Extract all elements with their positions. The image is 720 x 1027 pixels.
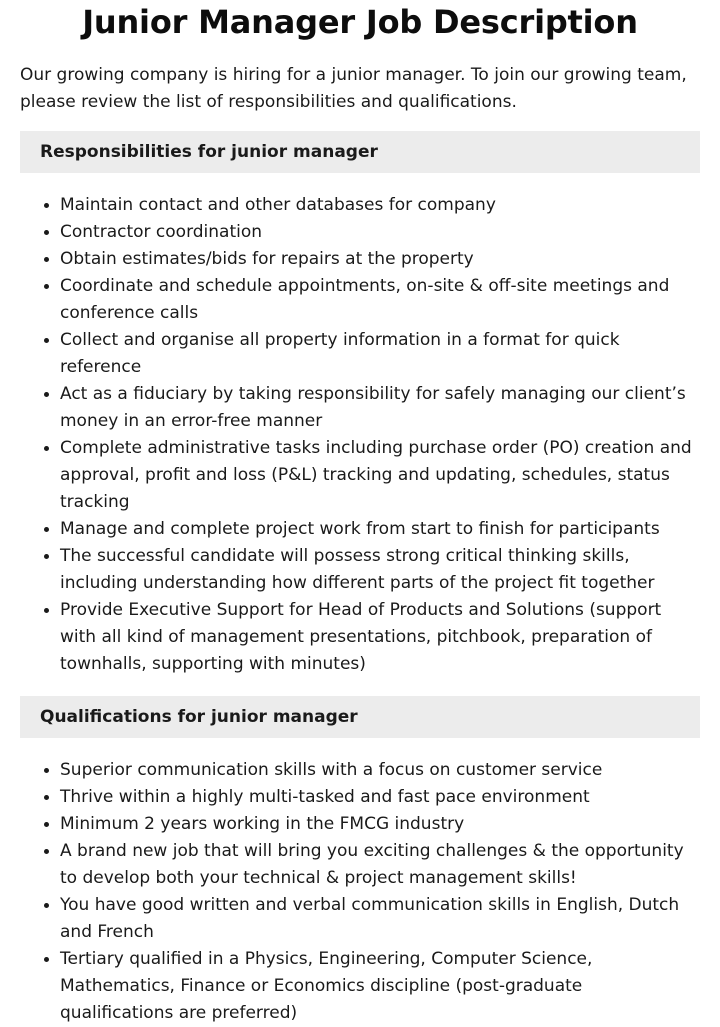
list-item: • Act as a fiduciary by taking responsibility for safely managing our client’s money in an error-free manner (60, 381, 700, 435)
list-item: • Provide Executive Support for Head of Products and Solutions (support with all kind of management presentations, pitchbook, preparation of townhalls, supporting with minutes) (60, 597, 700, 678)
list-item: • Contractor coordination (60, 219, 700, 246)
list-item: • Collect and organise all property information in a format for quick reference (60, 327, 700, 381)
list-item: • You have good written and verbal communication skills in English, Dutch and French (60, 892, 700, 946)
list-item: • Superior communication skills with a focus on customer service (60, 757, 700, 784)
list-item: • Obtain estimates/bids for repairs at the property (60, 246, 700, 273)
list-item: • Manage and complete project work from start to finish for participants (60, 516, 700, 543)
qualifications-list (20, 757, 700, 1027)
list-item: • Minimum 2 years working in the FMCG industry (60, 811, 700, 838)
list-item: • Coordinate and schedule appointments, on-site & off-site meetings and conference calls (60, 273, 700, 327)
list-item: • Complete administrative tasks including purchase order (PO) creation and approval, profit and loss (P&L) tracking and updating, schedules, status tracking (60, 435, 700, 516)
list-item: • Maintain contact and other databases for company (60, 192, 700, 219)
list-item: • The successful candidate will possess strong critical thinking skills, including understanding how different parts of the project fit together (60, 543, 700, 597)
responsibilities-heading: Responsibilities for junior manager (20, 131, 700, 173)
qualifications-heading: Qualifications for junior manager (20, 696, 700, 738)
list-item: • Thrive within a highly multi-tasked and fast pace environment (60, 784, 700, 811)
page-title: Junior Manager Job Description (82, 3, 638, 41)
responsibilities-list (20, 192, 700, 678)
list-item: • A brand new job that will bring you exciting challenges & the opportunity to develop both your technical & project management skills! (60, 838, 700, 892)
list-item: • Tertiary qualified in a Physics, Engineering, Computer Science, Mathematics, Finance or Economics discipline (post-graduate qualifications are preferred) (60, 946, 700, 1027)
intro-paragraph: Our growing company is hiring for a junior manager. To join our growing team, please review the list of responsibilities and qualifications. (20, 65, 687, 112)
